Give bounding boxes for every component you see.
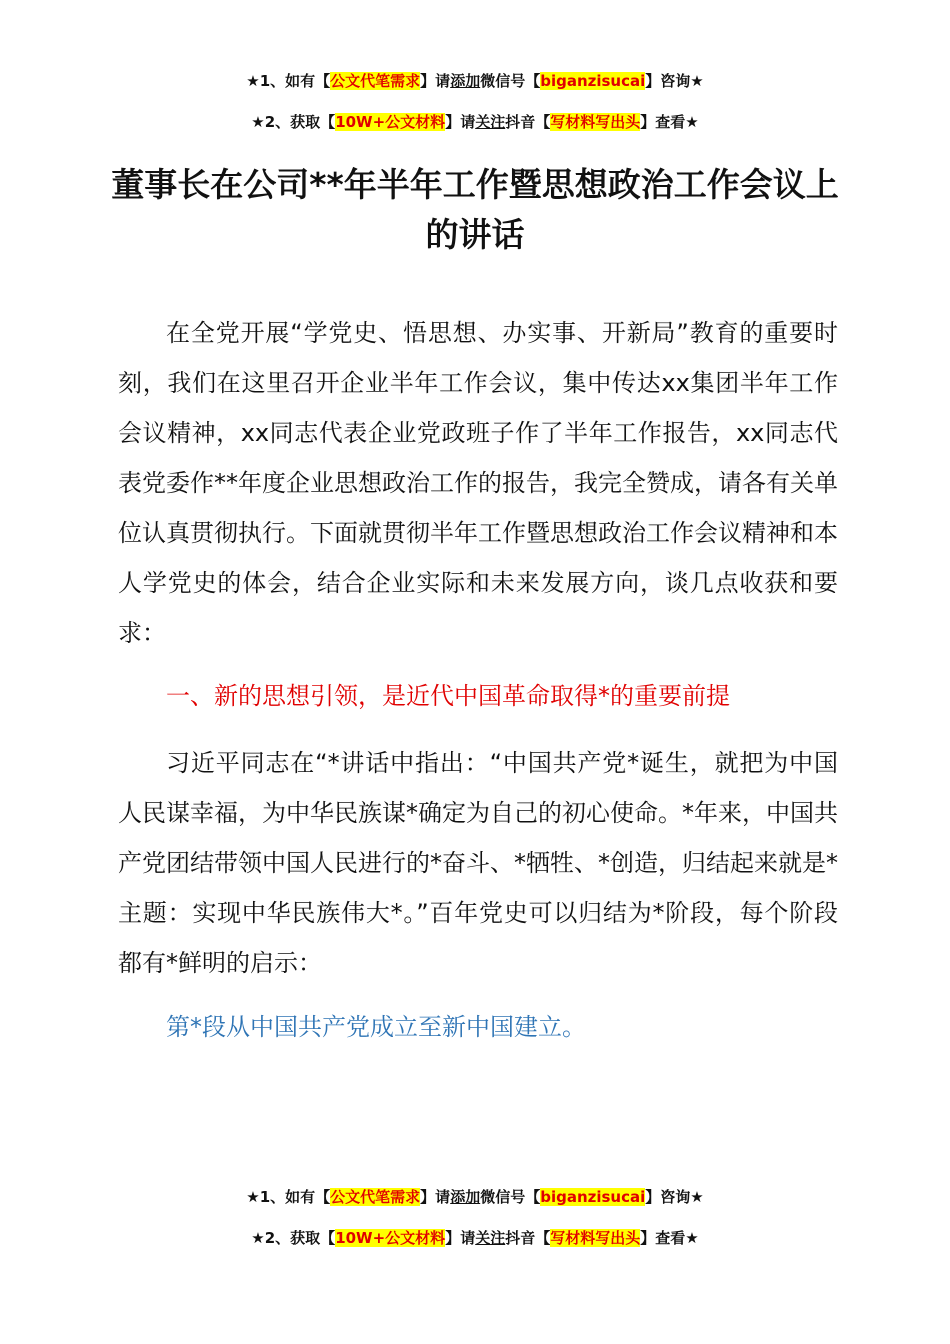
banner-text: ★1、如有【: [246, 1188, 331, 1206]
banner-text: 】查看★: [640, 113, 699, 131]
banner-text: 微信号【: [480, 1188, 541, 1206]
banner-underline: 添加: [450, 1188, 481, 1206]
banner-text: 】请: [445, 113, 476, 131]
footer-banner-line-2: [0, 1227, 950, 1249]
section-heading-1: 一、新的思想引领，是近代中国革命取得*的重要前提: [166, 682, 730, 710]
paragraph-section-1: 习近平同志在“*讲话中指出：“中国共产党*诞生，就把为中国人民谋幸福，为中华民族谋*确定为自己的初心使命。*年来，中国共产党团结带领中国人民进行的*奋斗、*牺牲、*创造，归结起来就是*主题：实现中华民族伟大*。”百年党史可以归结为*阶段，每个阶段都有*鲜明的启示：: [118, 749, 838, 977]
banner-highlight: 公文代笔需求: [330, 72, 421, 90]
banner-text: 抖音【: [505, 113, 551, 131]
banner-text: ★2、获取【: [251, 113, 336, 131]
banner-douyin-id: 写材料写出头: [550, 113, 641, 131]
banner-text: 】咨询★: [645, 1188, 704, 1206]
header-banner-line-2: [0, 111, 950, 133]
banner-highlight: 公文代笔需求: [330, 1188, 421, 1206]
banner-highlight: 10W+公文材料: [335, 1229, 446, 1247]
banner-text: 】请: [420, 72, 451, 90]
header-banner-line-1: [0, 70, 950, 92]
banner-text: 】请: [445, 1229, 476, 1247]
document-title: 董事长在公司**年半年工作暨思想政治工作会议上的讲话: [111, 165, 839, 254]
footer-banner-line-1: [0, 1186, 950, 1208]
banner-text: 】咨询★: [645, 72, 704, 90]
banner-wechat-id: biganzisucai: [540, 1188, 646, 1206]
banner-text: 微信号【: [480, 72, 541, 90]
banner-text: 】请: [420, 1188, 451, 1206]
banner-underline: 关注: [475, 1229, 506, 1247]
banner-text: 抖音【: [505, 1229, 551, 1247]
banner-highlight: 10W+公文材料: [335, 113, 446, 131]
banner-douyin-id: 写材料写出头: [550, 1229, 641, 1247]
banner-wechat-id: biganzisucai: [540, 72, 646, 90]
banner-text: ★1、如有【: [246, 72, 331, 90]
subheading-stage-1: 第*段从中国共产党成立至新中国建立。: [166, 1013, 586, 1041]
banner-text: 】查看★: [640, 1229, 699, 1247]
banner-underline: 添加: [450, 72, 481, 90]
banner-underline: 关注: [475, 113, 506, 131]
banner-text: ★2、获取【: [251, 1229, 336, 1247]
paragraph-intro: 在全党开展“学党史、悟思想、办实事、开新局”教育的重要时刻，我们在这里召开企业半年工作会议，集中传达xx集团半年工作会议精神，xx同志代表企业党政班子作了半年工作报告，xx同志代表党委作**年度企业思想政治工作的报告，我完全赞成，请各有关单位认真贯彻执行。下面就贯彻半年工作暨思想政治工作会议精神和本人学党史的体会，结合企业实际和未来发展方向，谈几点收获和要求：: [118, 319, 838, 647]
